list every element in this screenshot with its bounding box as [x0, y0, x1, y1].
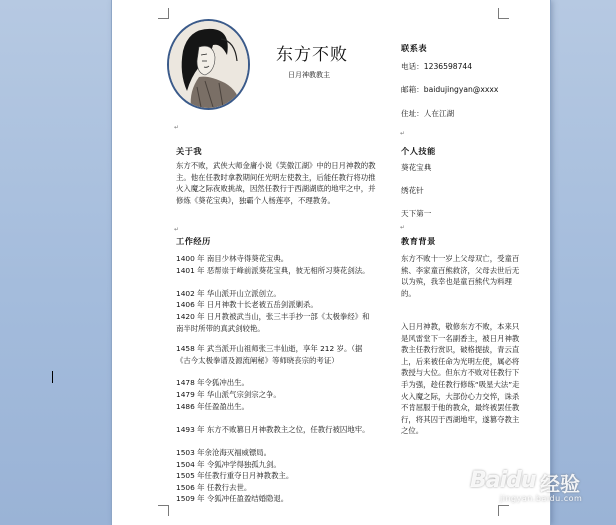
- paragraph-mark: ↵: [400, 224, 406, 231]
- paragraph-mark: ↵: [400, 130, 406, 137]
- contact-email[interactable]: 邮箱：baidujingyan@xxxx: [401, 85, 499, 94]
- contact-heading[interactable]: 联系表: [401, 43, 428, 53]
- crop-mark-top-left: [158, 8, 169, 19]
- skills-heading[interactable]: 个人技能: [401, 146, 436, 156]
- work-entry[interactable]: 1406 年 日月神教十长老被五岳剑派剿杀。: [176, 300, 318, 309]
- work-entry[interactable]: 1493 年 东方不败篡日月神教教主之位，任教行被囚地牢。: [176, 425, 370, 434]
- work-entry[interactable]: 1458 年 武当派开山祖师张三丰仙逝，享年 212 岁。（据《古今太极拳谱及源流阐秘》等师晓丧宗的考证）: [176, 344, 363, 365]
- document-page[interactable]: [112, 0, 550, 525]
- skill-item[interactable]: 绣花针: [401, 186, 424, 195]
- work-entry[interactable]: 1505 年任教行重夺日月神教教主。: [176, 471, 294, 480]
- resume-name[interactable]: 东方不败: [276, 45, 348, 65]
- work-entry[interactable]: 1504 年 令狐冲学得独孤九剑。: [176, 460, 281, 469]
- skill-item[interactable]: 天下第一: [401, 209, 432, 218]
- work-entry[interactable]: 1479 年 华山派气宗剑宗之争。: [176, 390, 281, 399]
- contact-phone[interactable]: 电话：1236598744: [401, 62, 473, 71]
- watermark-text: 经验: [540, 472, 580, 496]
- education-paragraph-2[interactable]: 入日月神教，敬修东方不败，本来只是风雷堂下一名副香主，被日月神教教主任教行赏识，破格提拔，青云直上，后来被任命为光明左使，属必将教授与大位。但东方不败对任教行下手为强，趁任教行修练“吸星大法”走火入魔之际，大部份心力交悴，诛杀不肯屈服于他的教众，最终被罢任教行，将其囚于西湖地牢，遂篡夺教主之位。: [401, 322, 520, 436]
- paragraph-mark: ↵: [174, 124, 180, 131]
- work-entry[interactable]: 1506 年 任教行去世。: [176, 483, 252, 492]
- work-entry[interactable]: 1402 年 华山派开山立派创立。: [176, 289, 281, 298]
- crop-mark-bottom-left: [158, 505, 169, 516]
- text-cursor: [52, 371, 53, 383]
- work-entry[interactable]: 1486 年任盈盈出生。: [176, 402, 249, 411]
- resume-subtitle[interactable]: 日月神教教主: [288, 71, 330, 79]
- work-entry[interactable]: 1478 年令狐冲出生。: [176, 378, 249, 387]
- watermark-logo: Baidu: [470, 468, 536, 493]
- work-entry[interactable]: 1400 年 南目少林寺得葵花宝典。: [176, 254, 289, 263]
- about-heading[interactable]: 关于我: [176, 146, 203, 156]
- work-entry[interactable]: 1503 年余沧海灭福威镖局。: [176, 448, 272, 457]
- work-heading[interactable]: 工作经历: [176, 236, 211, 246]
- watermark-url: jingyan.baidu.com: [500, 494, 583, 503]
- work-entry[interactable]: 1420 年 日月教被武当山，张三丰手抄一部《太极拳经》和南半时所带的真武剑较艳。: [176, 312, 370, 333]
- contact-address[interactable]: 住址：人在江湖: [401, 109, 455, 118]
- avatar-photo: [167, 19, 250, 110]
- baidu-watermark: [470, 466, 610, 506]
- skill-item[interactable]: 葵花宝典: [401, 163, 432, 172]
- education-paragraph-1[interactable]: 东方不败十一岁上父母双亡，受童百熊、李家童百熊救济，父母去世后无以为殡，我幸也是童百熊代为料理的。: [401, 254, 520, 298]
- paragraph-mark: ↵: [174, 226, 180, 233]
- about-paragraph[interactable]: 东方不败，武侠大师金庸小说《笑傲江湖》中的日月神教的教主。他在任教时拿教期间任光明左使教主，后能任教行将功推火入魔之际夜败挑战，因然任教行于西湖湖底的地牢之中，并修炼《葵花宝典》，独霸个人杨莲亭，不理教务。: [176, 161, 376, 205]
- work-entry[interactable]: 1401 年 恶帮崇于峰前派葵花宝典，彼无相所习葵花剑法。: [176, 266, 370, 275]
- crop-mark-top-right: [498, 8, 509, 19]
- education-heading[interactable]: 教育背景: [401, 236, 436, 246]
- crop-mark-bottom-right: [498, 505, 509, 516]
- work-entry[interactable]: 1509 年 令狐冲任盈盈结婚隐退。: [176, 494, 289, 503]
- portrait-illustration: [169, 21, 248, 108]
